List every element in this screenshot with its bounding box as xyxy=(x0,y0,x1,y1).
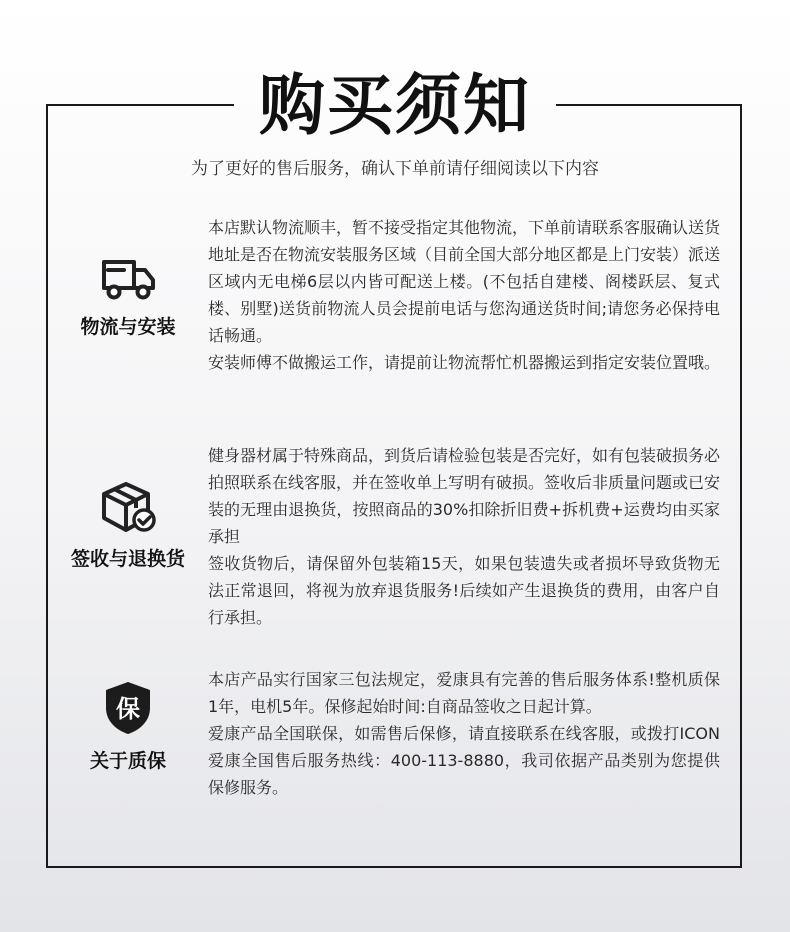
section-logistics-text xyxy=(208,214,720,376)
section-warranty-text xyxy=(208,666,720,801)
section-returns xyxy=(48,440,740,640)
section-logistics-side xyxy=(48,254,208,339)
section-returns-side xyxy=(48,480,208,571)
section-warranty-side xyxy=(48,680,208,773)
section-returns-paragraph-1: 健身器材属于特殊商品，到货后请检验包装是否完好，如有包装破损务必拍照联系在线客服，并在签收单上写明有破损。签收后非质量问题或已安装的无理由退换货，按照商品的30%扣除折旧费+拆机费+运费均由买家承担 xyxy=(208,446,721,546)
section-logistics-label: 物流与安装 xyxy=(80,316,176,338)
section-returns-text xyxy=(208,442,720,631)
shield-bao-icon-glyph: 保 xyxy=(116,695,140,723)
page-title: 购买须知 xyxy=(259,67,531,144)
page-subtitle: 为了更好的售后服务，确认下单前请仔细阅读以下内容 xyxy=(191,159,599,179)
section-warranty-label: 关于质保 xyxy=(89,750,166,772)
truck-icon xyxy=(48,254,208,306)
section-warranty-paragraph-1: 本店产品实行国家三包法规定，爱康具有完善的售后服务体系!整机质保1年，电机5年。保修起始时间:自商品签收之日起计算。 xyxy=(208,670,720,716)
box-check-icon xyxy=(48,480,208,538)
section-returns-paragraph-2: 签收货物后，请保留外包装箱15天，如果包装遗失或者损坏导致货物无法正常退回，将视为放弃退货服务!后续如产生退换货的费用，由客户自行承担。 xyxy=(208,554,720,627)
section-logistics-paragraph-1: 本店默认物流顺丰，暂不接受指定其他物流，下单前请联系客服确认送货地址是否在物流安装服务区域（目前全国大部分地区都是上门安装）派送区域内无电梯6层以内皆可配送上楼。(不包括自建楼、阁楼跃层、复式楼、别墅)送货前物流人员会提前电话与您沟通送货时间;请您务必保持电话畅通。 xyxy=(208,218,721,345)
section-returns-label: 签收与退换货 xyxy=(70,548,185,570)
section-warranty-paragraph-2: 爱康产品全国联保，如需售后保修，请直接联系在线客服，或拨打ICON爱康全国售后服务热线：400-113-8880，我司依据产品类别为您提供保修服务。 xyxy=(208,724,720,797)
shield-bao-icon xyxy=(48,680,208,740)
section-logistics xyxy=(48,212,740,412)
section-warranty xyxy=(48,666,740,816)
section-logistics-paragraph-2: 安装师傅不做搬运工作，请提前让物流帮忙机器搬运到指定安装位置哦。 xyxy=(208,353,721,372)
